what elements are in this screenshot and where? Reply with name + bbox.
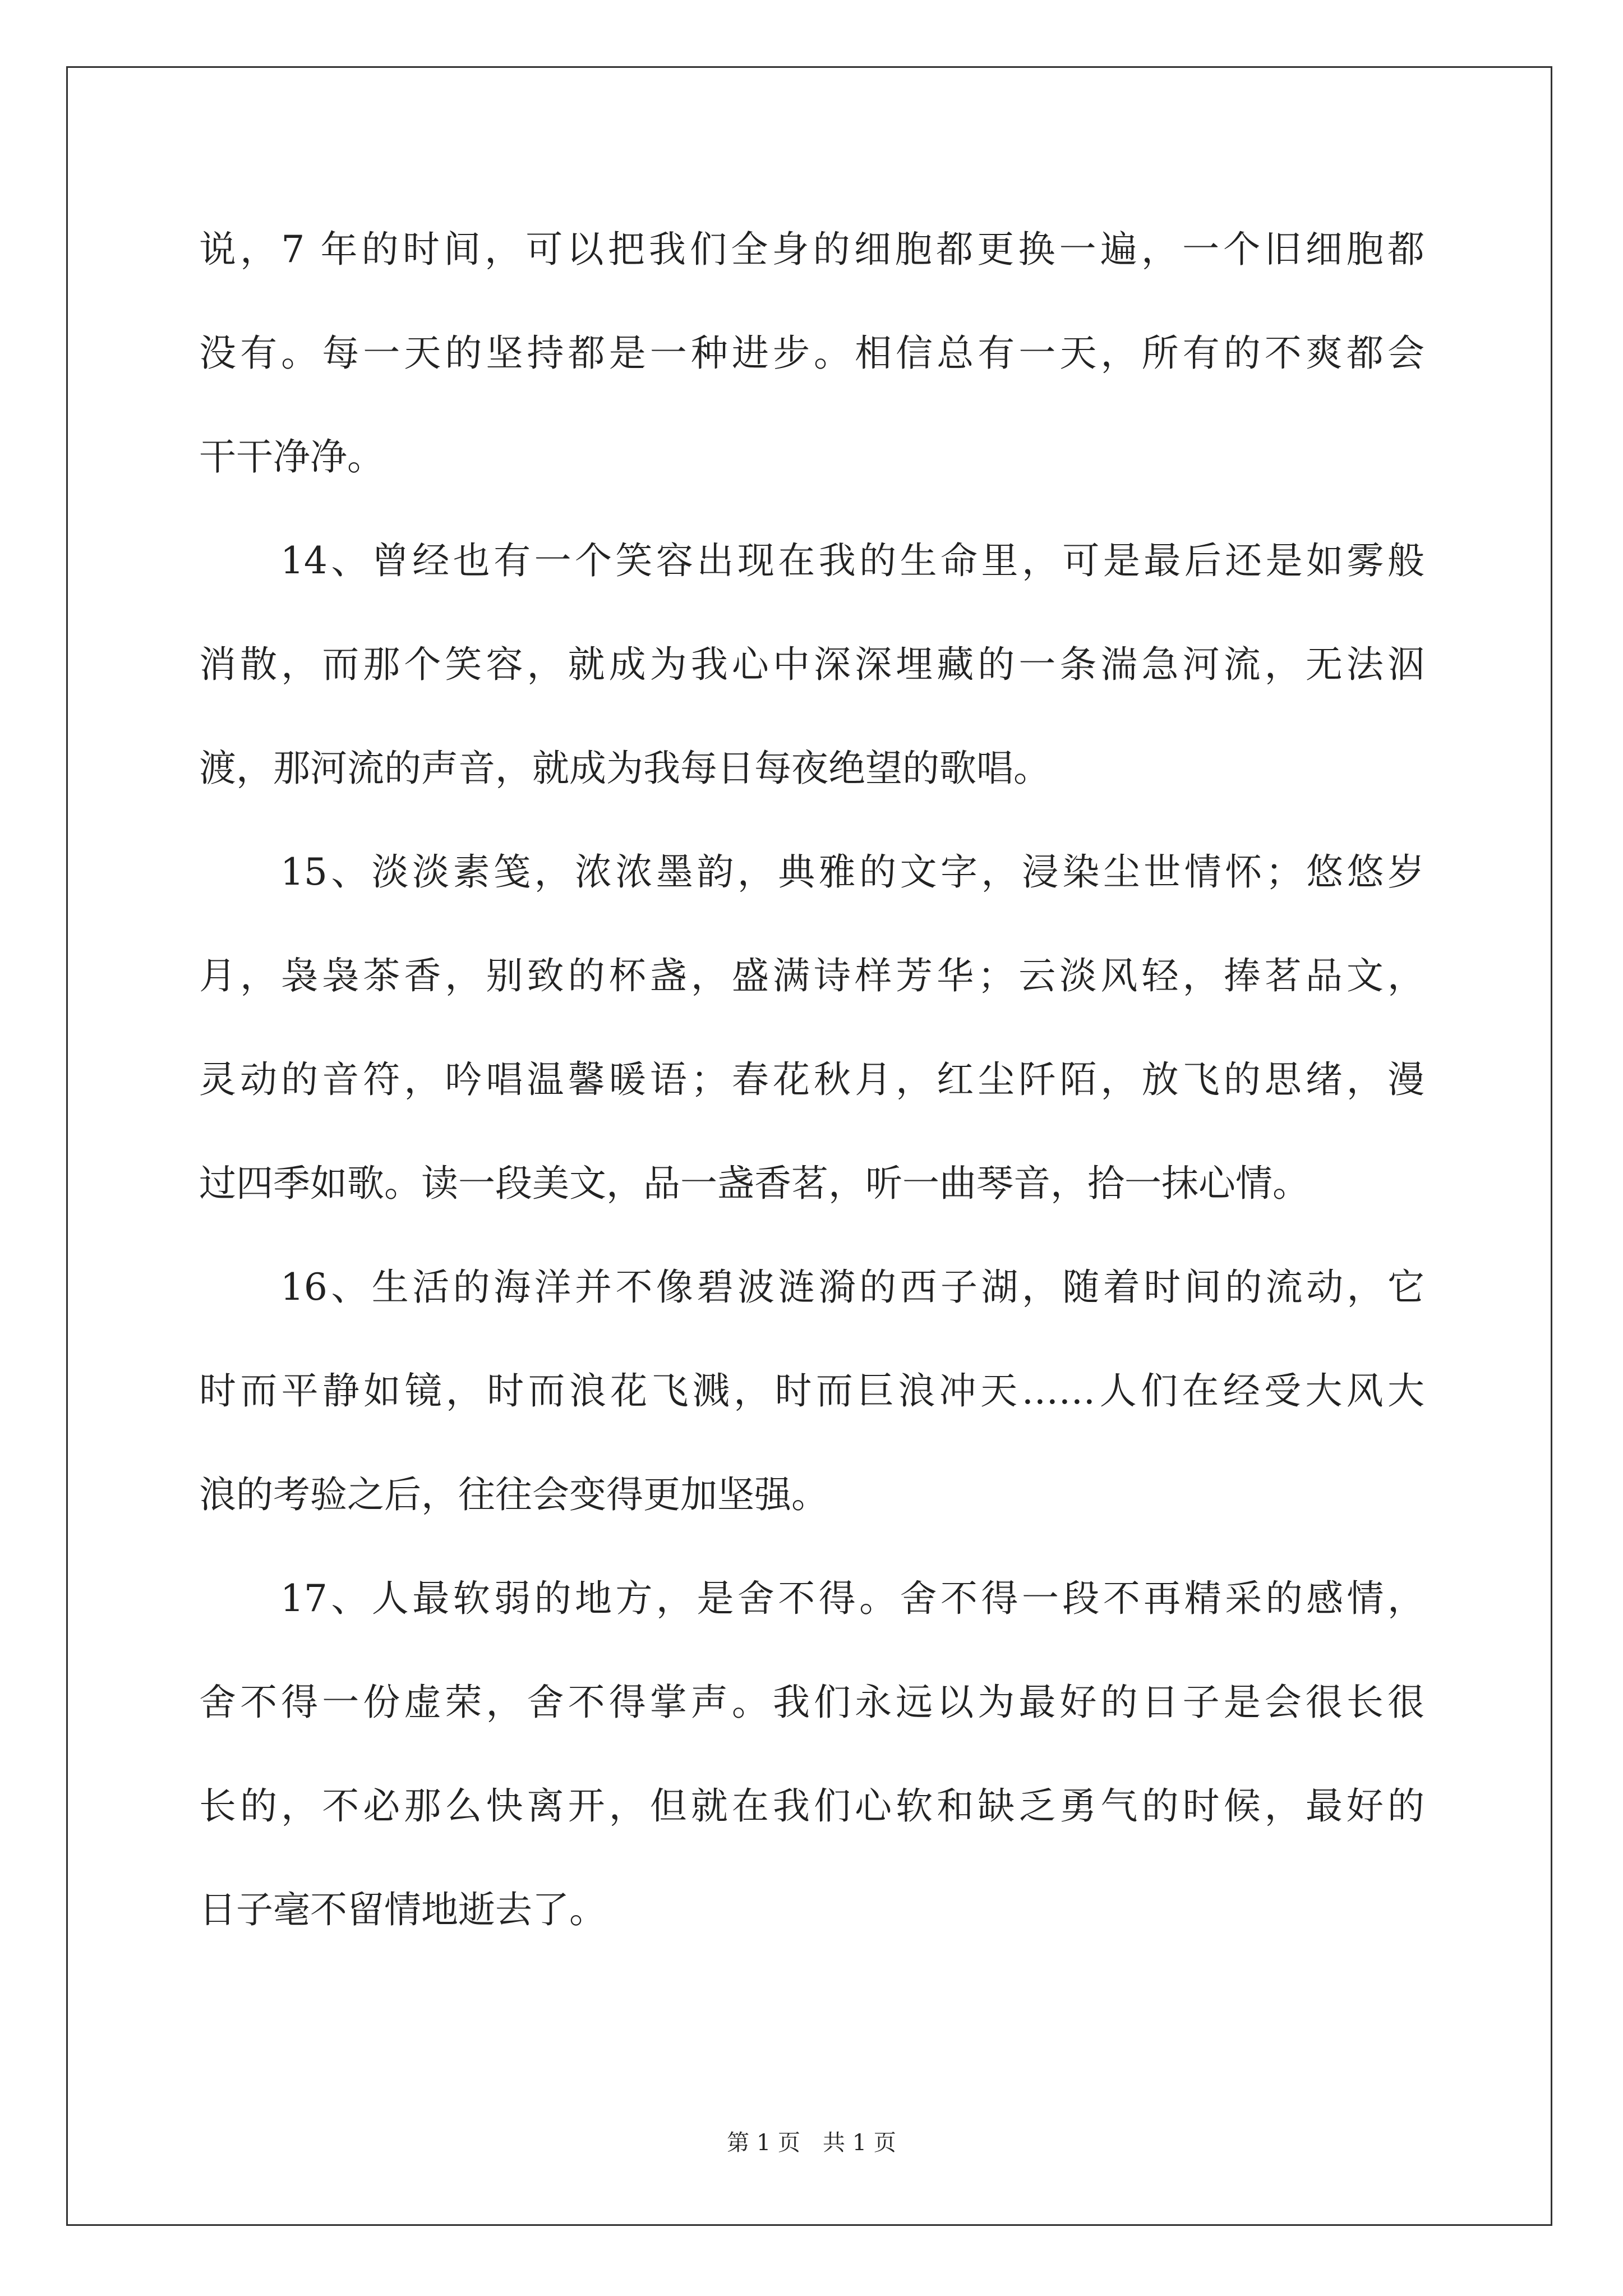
page-footer: 第 1 页 共 1 页 bbox=[727, 2130, 896, 2156]
text-line: 长的，不必那么快离开，但就在我们心软和缺乏勇气的时候，最好的 bbox=[199, 1784, 1424, 1828]
text-line: 渡，那河流的声音，就成为我每日每夜绝望的歌唱。 bbox=[199, 747, 1050, 790]
text-line: 干干净净。 bbox=[199, 435, 384, 478]
text-line: 说，7 年的时间，可以把我们全身的细胞都更换一遍，一个旧细胞都 bbox=[199, 228, 1424, 271]
text-line: 过四季如歌。读一段美文，品一盏香茗，听一曲琴音，拾一抹心情。 bbox=[199, 1162, 1310, 1205]
text-line: 16、生活的海洋并不像碧波涟漪的西子湖，随着时间的流动，它 bbox=[199, 1266, 1424, 1309]
text-line: 14、曾经也有一个笑容出现在我的生命里，可是最后还是如雾般 bbox=[199, 539, 1424, 582]
text-line: 灵动的音符，吟唱温馨暖语；春花秋月，红尘阡陌，放飞的思绪，漫 bbox=[199, 1058, 1424, 1101]
text-line: 月，袅袅茶香，别致的杯盏，盛满诗样芳华；云淡风轻，捧茗品文， bbox=[199, 954, 1424, 997]
text-line: 17、人最软弱的地方，是舍不得。舍不得一段不再精采的感情， bbox=[199, 1577, 1424, 1620]
text-line: 日子毫不留情地逝去了。 bbox=[199, 1888, 606, 1931]
text-line: 消散，而那个笑容，就成为我心中深深埋藏的一条湍急河流，无法泅 bbox=[199, 643, 1424, 686]
text-line: 时而平静如镜，时而浪花飞溅，时而巨浪冲天……人们在经受大风大 bbox=[199, 1369, 1424, 1412]
text-line: 没有。每一天的坚持都是一种进步。相信总有一天，所有的不爽都会 bbox=[199, 332, 1424, 375]
text-line: 浪的考验之后，往往会变得更加坚强。 bbox=[199, 1473, 828, 1516]
text-line: 15、淡淡素笺，浓浓墨韵，典雅的文字，浸染尘世情怀；悠悠岁 bbox=[199, 850, 1424, 894]
text-line: 舍不得一份虚荣，舍不得掌声。我们永远以为最好的日子是会很长很 bbox=[199, 1681, 1424, 1724]
